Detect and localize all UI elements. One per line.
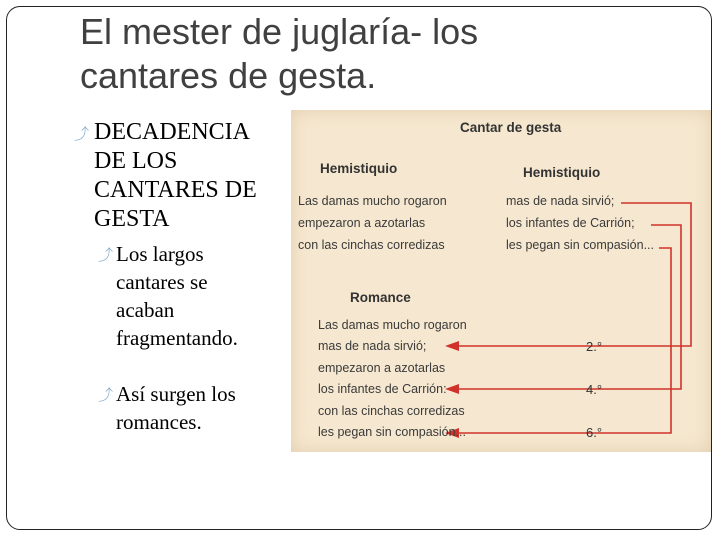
romance-line: mas de nada sirvió; [318,339,427,353]
romance-line: Las damas mucho rogaron [318,318,467,332]
right-hemistich-head: Hemistiquio [523,165,601,180]
bullet-decadencia [74,118,294,234]
romance-line: los infantes de Carrión: [318,382,447,396]
slide-title [80,10,700,98]
sub-bullet-fragmentando [74,240,294,352]
sub-bullet-line: Así surgen los [116,382,236,406]
sub-bullet-line: acaban [116,298,175,322]
bullet-list [74,118,294,436]
left-line: empezaron a azotarlas [298,216,426,230]
sub-bullet-line: fragmentando. [116,326,238,350]
romance-line: empezaron a azotarlas [318,361,446,375]
right-line: les pegan sin compasión... [506,238,655,252]
sub-bullet-line: cantares se [116,270,208,294]
romance-line: con las cinchas corredizas [318,404,465,418]
figure-title: Cantar de gesta [460,120,562,135]
curl-bullet-icon: ⤴ [98,388,114,404]
title-line-1: El mester de juglaría- los [80,11,479,52]
arrowhead-4 [445,384,459,394]
curl-bullet-icon: ⤴ [98,248,114,264]
ordinal-label: 4.° [586,382,603,397]
sub-bullet-line: Los largos [116,242,204,266]
left-line: Las damas mucho rogaron [298,194,447,208]
bullet-main-line: DE LOS [94,148,178,174]
left-line: con las cinchas corredizas [298,238,445,252]
title-line-2: cantares de gesta. [80,55,377,96]
curl-bullet-icon: ⤴ [74,127,90,143]
right-line: mas de nada sirvió; [506,194,615,208]
romance-head: Romance [350,290,411,305]
sub-bullet-romances [74,380,294,436]
bullet-main-line: GESTA [94,206,170,232]
bullet-main-line: CANTARES DE [94,177,257,203]
romance-line: les pegan sin compasión... [318,425,467,439]
arrow-to-6 [459,248,671,433]
ordinal-label: 2.° [586,339,603,354]
right-line: los infantes de Carrión; [506,216,635,230]
left-hemistich-head: Hemistiquio [320,161,398,176]
cantar-de-gesta-figure [291,110,711,452]
sub-bullet-line: romances. [116,410,202,434]
ordinal-label: 6.° [586,425,603,440]
bullet-main-line: DECADENCIA [94,119,250,145]
arrowhead-2 [445,341,459,351]
